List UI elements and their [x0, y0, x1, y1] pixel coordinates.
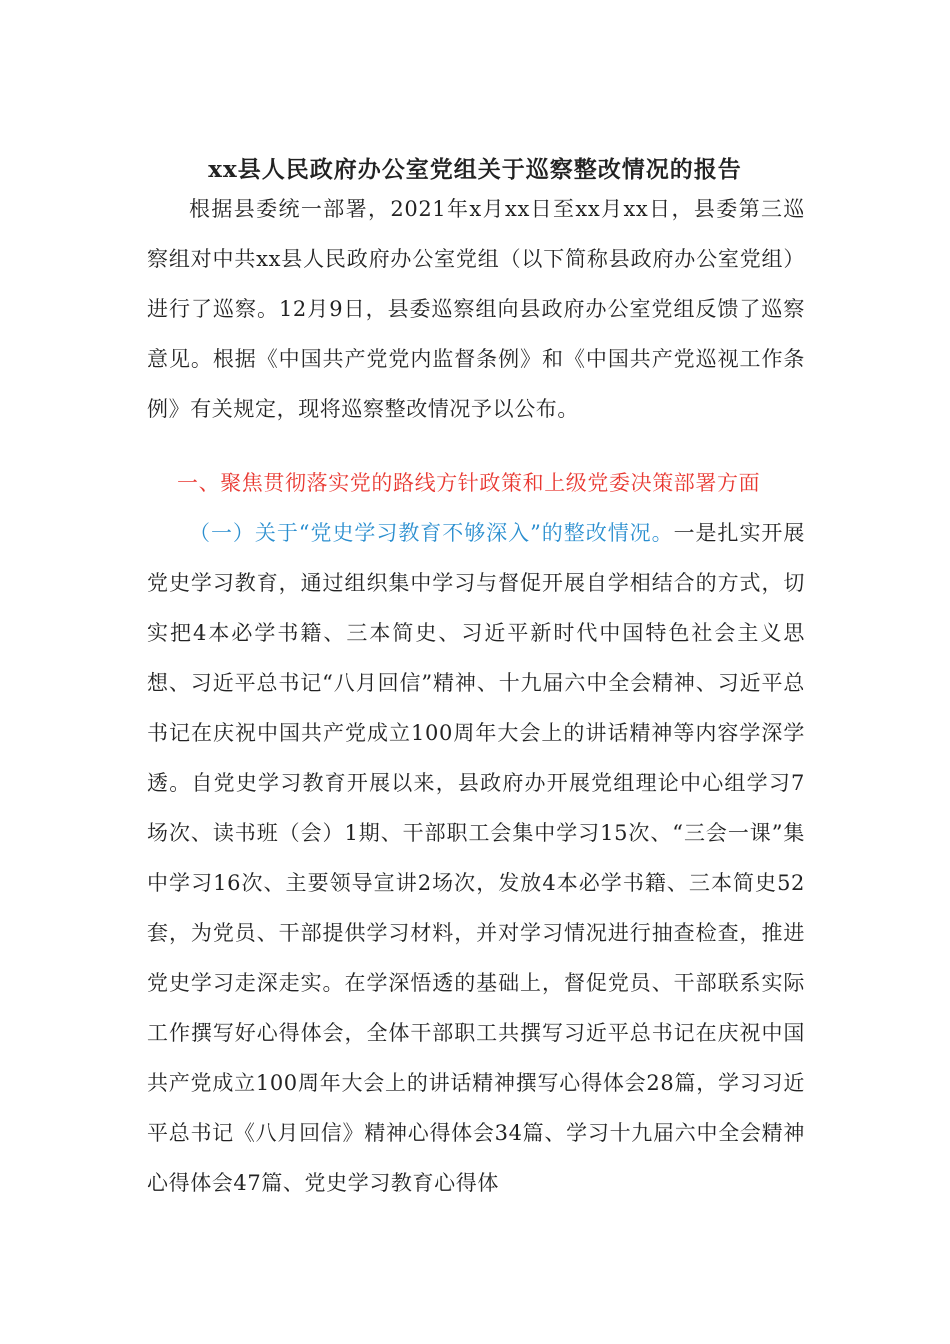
intro-paragraph: 根据县委统一部署，2021年x月xx日至xx月xx日，县委第三巡察组对中共xx县人民政府办公室党组（以下简称县政府办公室党组）进行了巡察。12月9日，县委巡察组向县政府办公室党组反馈了巡察意见。根据《中国共产党党内监督条例》和《中国共产党巡视工作条例》有关规定，现将巡察整改情况予以公布。 — [147, 197, 805, 421]
subsection-paragraph — [147, 508, 805, 1208]
section-heading: 一、聚焦贯彻落实党的路线方针政策和上级党委决策部署方面 — [177, 471, 761, 495]
subsection-body: 一是扎实开展党史学习教育，通过组织集中学习与督促开展自学相结合的方式，切实把4本必学书籍、三本简史、习近平新时代中国特色社会主义思想、习近平总书记“八月回信”精神、十九届六中全会精神、习近平总书记在庆祝中国共产党成立100周年大会上的讲话精神等内容学深学透。自党史学习教育开展以来，县政府办开展党组理论中心组学习7场次、读书班（会）1期、干部职工会集中学习15次、“三会一课”集中学习16次、主要领导宣讲2场次，发放4本必学书籍、三本简史52套，为党员、干部提供学习材料，并对学习情况进行抽查检查，推进党史学习走深走实。在学深悟透的基础上，督促党员、干部联系实际工作撰写好心得体会，全体干部职工共撰写习近平总书记在庆祝中国共产党成立100周年大会上的讲话精神撰写心得体会28篇，学习习近平总书记《八月回信》精神心得体会34篇、学习十九届六中全会精神心得体会47篇、党史学习教育心得体 — [147, 521, 805, 1195]
subsection-heading: （一）关于“党史学习教育不够深入”的整改情况。 — [189, 521, 674, 545]
document-title: xx县人民政府办公室党组关于巡察整改情况的报告 — [208, 156, 742, 183]
